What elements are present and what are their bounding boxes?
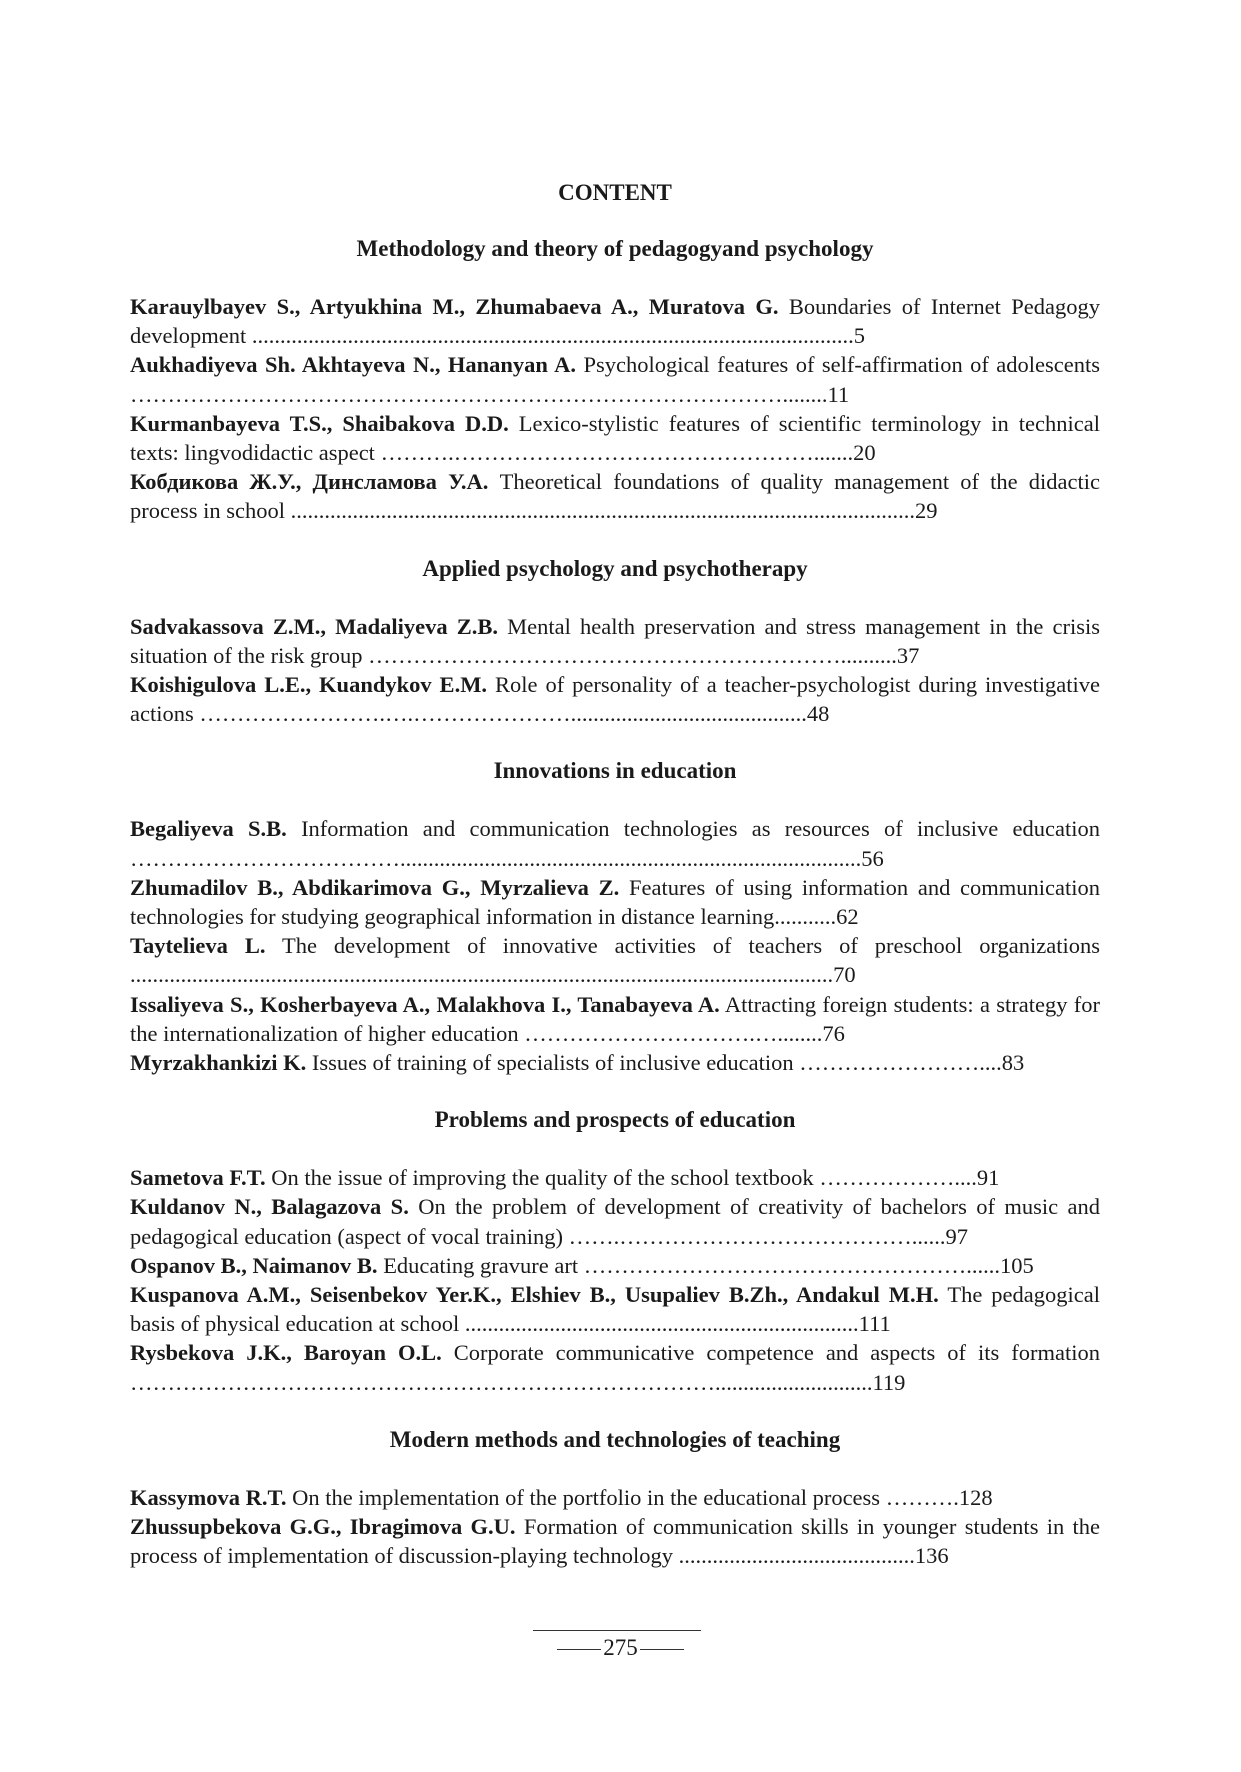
entry-title: Boundaries of Internet Pedagogy development: [130, 294, 1101, 349]
entry-page-number: 105: [999, 1252, 1034, 1278]
entry-authors: Rysbekova J.K., Baroyan O.L.: [130, 1340, 442, 1366]
toc-entry[interactable]: [130, 467, 1100, 525]
entry-title: Information and communication technologies as resources of inclusive education: [301, 816, 1101, 842]
toc-entry[interactable]: [130, 873, 1100, 931]
entry-authors: Sadvakassova Z.M., Madaliyeva Z.B.: [130, 613, 499, 639]
dot-leader: ......................................................................: [459, 1311, 859, 1337]
dot-leader: ……….………………………………………….......: [374, 440, 854, 466]
entry-title: On the issue of improving the quality of the school textbook: [271, 1165, 814, 1191]
toc-entry[interactable]: [130, 1192, 1100, 1250]
entry-title: The pedagogical basis of physical education at school: [130, 1282, 1100, 1337]
dot-leader: ………………………….…........: [518, 1020, 823, 1046]
entry-page-number: 76: [822, 1020, 845, 1046]
dot-leader: ……………………………………………......: [578, 1252, 1000, 1278]
entry-title: Lexico-stylistic features of scientific terminology in technical texts: lingvodidactic aspect: [130, 410, 1100, 466]
dot-leader: …….…………………………………......: [562, 1223, 946, 1249]
entry-authors: Zhumadilov B., Abdikarimova G., Myrzalieva Z.: [130, 874, 620, 900]
toc-entry[interactable]: [130, 409, 1100, 467]
toc-entry[interactable]: [130, 1512, 1100, 1570]
entry-page-number: 128: [958, 1484, 993, 1510]
toc-entry[interactable]: [130, 931, 1100, 989]
dot-leader: .............................................................................................................................: [130, 962, 834, 988]
entry-page-number: 83: [1001, 1050, 1025, 1076]
toc-entry[interactable]: [130, 1280, 1100, 1338]
toc-section: [130, 756, 1100, 1077]
entry-page-number: 5: [853, 323, 865, 349]
section-heading: Innovations in education: [493, 758, 737, 784]
entry-authors: Myrzakhankizi K.: [130, 1050, 307, 1076]
dot-leader: ……….: [880, 1484, 959, 1510]
entry-page-number: 20: [853, 440, 876, 466]
section-heading: Modern methods and technologies of teaching: [389, 1426, 841, 1452]
dot-leader: ...........: [774, 904, 837, 930]
entry-authors: Kuldanov N., Balagazova S.: [130, 1194, 409, 1220]
sections-container: [130, 234, 1100, 1571]
toc-entry[interactable]: [130, 1163, 1100, 1192]
entry-title: Formation of communication skills in younger students in the process of implementation of discussion-playing technology: [130, 1514, 1100, 1569]
entry-page-number: 48: [806, 701, 830, 727]
entry-title: Psychological features of self-affirmation of adolescents: [583, 352, 1100, 378]
entry-title: Educating gravure art: [383, 1252, 579, 1278]
toc-section: [130, 234, 1100, 526]
toc-entry[interactable]: [130, 814, 1100, 872]
entry-authors: Issaliyeva S., Kosherbayeva A., Malakhova I., Tanabayeva A.: [130, 991, 720, 1017]
dot-leader: …………………….….…………………..........................................: [193, 701, 807, 727]
dot-leader: ...............................................................................................................: [284, 498, 915, 524]
entry-page-number: 91: [976, 1165, 1000, 1191]
dot-leader: ……………………....: [793, 1050, 1002, 1076]
entry-page-number: 37: [896, 642, 920, 668]
entry-authors: Sametova F.T.: [130, 1165, 266, 1191]
section-heading: Applied psychology and psychotherapy: [422, 555, 808, 581]
entry-title: Issues of training of specialists of inclusive education: [311, 1050, 794, 1076]
entry-authors: Zhussupbekova G.G., Ibragimova G.U.: [130, 1514, 516, 1540]
toc-section: [130, 554, 1100, 729]
entry-title: Mental health preservation and stress management in the crisis situation of the risk group: [130, 613, 1100, 668]
entry-list: [130, 292, 1100, 526]
toc-section: [130, 1425, 1100, 1571]
entry-page-number: 62: [836, 904, 859, 930]
entry-page-number: 11: [827, 381, 850, 407]
toc-entry[interactable]: [130, 1483, 1100, 1512]
entry-authors: Begaliyeva S.B.: [130, 816, 287, 842]
entry-page-number: 136: [914, 1543, 949, 1569]
entry-page-number: 119: [872, 1369, 906, 1395]
page-number: 275: [603, 1635, 638, 1660]
dot-leader: ...........................................................................................................: [246, 323, 854, 349]
toc-entry[interactable]: [130, 292, 1100, 350]
dot-leader: ..........................................: [673, 1543, 915, 1569]
entry-authors: Kassymova R.T.: [130, 1484, 287, 1510]
toc-entry[interactable]: [130, 350, 1100, 408]
entry-authors: Aukhadiyeva Sh. Akhtayeva N., Hananyan A.: [130, 352, 577, 378]
dot-leader: ………………………………………………………..........: [362, 642, 897, 668]
entry-list: [130, 1163, 1100, 1397]
entry-authors: Kurmanbayeva T.S., Shaibakova D.D.: [130, 410, 509, 436]
entry-title: Corporate communicative competence and aspects of its formation: [453, 1340, 1101, 1366]
page-number-footer: [0, 1634, 1241, 1662]
entry-title: Theoretical foundations of quality management of the didactic process in school: [130, 469, 1101, 524]
entry-title: Role of personality of a teacher-psychologist during investigative actions: [130, 672, 1101, 727]
page-title: CONTENT: [558, 180, 672, 205]
entry-title: On the implementation of the portfolio in the educational process: [292, 1484, 881, 1510]
entry-page-number: 29: [914, 498, 938, 524]
entry-authors: Ospanov B., Naimanov B.: [130, 1252, 378, 1278]
section-heading: Problems and prospects of education: [434, 1107, 796, 1133]
entry-title: The development of innovative activities of teachers of preschool organizations: [282, 933, 1100, 959]
entry-authors: Кобдикова Ж.У., Динсламова У.А.: [130, 469, 489, 495]
entry-authors: Karauylbayev S., Artyukhina M., Zhumabaeva A., Muratova G.: [130, 294, 779, 319]
entry-page-number: 97: [945, 1223, 968, 1249]
table-of-contents: [130, 178, 1100, 1599]
entry-authors: Taytelieva L.: [130, 933, 266, 959]
entry-title: On the problem of development of creativity of bachelors of music and pedagogical education (aspect of vocal training): [130, 1194, 1100, 1249]
dot-leader: ………………………………..................................................................................: [130, 845, 862, 871]
section-heading: Methodology and theory of pedagogyand psychology: [356, 236, 874, 261]
entry-page-number: 70: [833, 962, 856, 988]
entry-list: [130, 612, 1100, 729]
toc-entry[interactable]: [130, 612, 1100, 670]
entry-page-number: 56: [861, 845, 884, 871]
footer-dash-left: [557, 1649, 601, 1650]
dot-leader: ……………………………………………………………………............................: [130, 1369, 873, 1395]
entry-authors: Koishigulova L.E., Kuandykov E.M.: [130, 672, 488, 698]
entry-title: Attracting foreign students: a strategy for the internationalization of higher education: [130, 991, 1100, 1046]
entry-list: [130, 1483, 1100, 1571]
toc-entry[interactable]: [130, 670, 1100, 728]
entry-list: [130, 814, 1100, 1077]
toc-section: [130, 1105, 1100, 1397]
entry-page-number: 111: [858, 1311, 891, 1337]
dot-leader: ……………………………………………………………………………........: [130, 381, 828, 407]
dot-leader: ………………....: [813, 1165, 977, 1191]
entry-title: Features of using information and communication technologies for studying geographical information in distance learning: [130, 874, 1101, 930]
toc-entry[interactable]: [130, 1048, 1100, 1077]
toc-entry[interactable]: [130, 1251, 1100, 1280]
toc-entry[interactable]: [130, 990, 1100, 1048]
footer-dash-right: [640, 1649, 684, 1650]
entry-authors: Kuspanova A.M., Seisenbekov Yer.K., Elshiev B., Usupaliev B.Zh., Andakul M.H.: [130, 1282, 939, 1308]
toc-entry[interactable]: [130, 1338, 1100, 1396]
footer-rule: [533, 1630, 701, 1631]
